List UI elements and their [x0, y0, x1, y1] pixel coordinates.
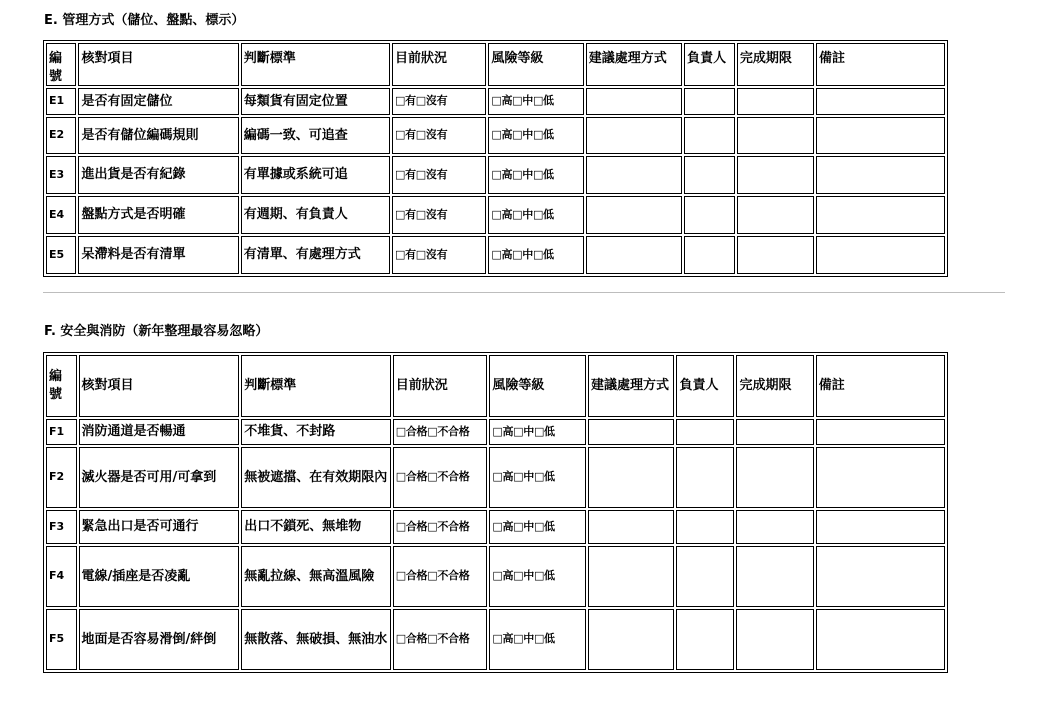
row-criteria: 無散落、無破損、無油水	[241, 609, 391, 670]
row-notes-cell[interactable]	[816, 546, 945, 607]
row-item: 盤點方式是否明確	[78, 196, 238, 234]
header-status: 目前狀況	[392, 43, 486, 86]
table-management	[43, 40, 948, 277]
row-deadline-cell[interactable]	[736, 419, 813, 445]
row-owner-cell[interactable]	[676, 447, 734, 508]
row-item: 緊急出口是否可通行	[79, 510, 240, 544]
row-item: 滅火器是否可用/可拿到	[79, 447, 240, 508]
row-notes-cell[interactable]	[816, 117, 945, 154]
row-deadline-cell[interactable]	[737, 88, 814, 115]
header-id: 編號	[46, 355, 77, 417]
row-action-cell[interactable]	[588, 510, 674, 544]
row-deadline-cell[interactable]	[737, 236, 814, 274]
row-notes-cell[interactable]	[816, 609, 945, 670]
row-status-options[interactable]: □有□沒有	[392, 236, 486, 274]
table-header-row	[46, 355, 945, 417]
row-action-cell[interactable]	[588, 419, 674, 445]
row-owner-cell[interactable]	[684, 156, 735, 194]
table-row	[46, 156, 945, 194]
row-notes-cell[interactable]	[816, 419, 945, 445]
row-risk-options[interactable]: □高□中□低	[489, 510, 586, 544]
header-risk: 風險等級	[488, 43, 583, 86]
row-criteria: 編碼一致、可追查	[241, 117, 390, 154]
row-status-options[interactable]: □有□沒有	[392, 88, 486, 115]
row-deadline-cell[interactable]	[737, 117, 814, 154]
row-criteria: 有單據或系統可追	[241, 156, 390, 194]
row-criteria: 有週期、有負責人	[241, 196, 390, 234]
row-risk-options[interactable]: □高□中□低	[488, 117, 583, 154]
row-criteria: 出口不鎖死、無堆物	[241, 510, 391, 544]
row-risk-options[interactable]: □高□中□低	[489, 447, 586, 508]
row-item: 地面是否容易滑倒/絆倒	[79, 609, 240, 670]
row-status-options[interactable]: □合格□不合格	[393, 510, 488, 544]
row-id: E3	[46, 156, 76, 194]
row-risk-options[interactable]: □高□中□低	[488, 196, 583, 234]
row-action-cell[interactable]	[586, 156, 682, 194]
row-id: F1	[46, 419, 77, 445]
row-notes-cell[interactable]	[816, 156, 945, 194]
row-deadline-cell[interactable]	[736, 510, 813, 544]
row-notes-cell[interactable]	[816, 510, 945, 544]
header-deadline: 完成期限	[737, 43, 814, 86]
row-criteria: 不堆貨、不封路	[241, 419, 391, 445]
row-owner-cell[interactable]	[676, 510, 734, 544]
row-item: 是否有儲位編碼規則	[78, 117, 238, 154]
row-id: E5	[46, 236, 76, 274]
row-status-options[interactable]: □合格□不合格	[393, 447, 488, 508]
row-criteria: 每類貨有固定位置	[241, 88, 390, 115]
row-id: F2	[46, 447, 77, 508]
row-risk-options[interactable]: □高□中□低	[489, 609, 586, 670]
row-action-cell[interactable]	[588, 609, 674, 670]
row-criteria: 無亂拉線、無高溫風險	[241, 546, 391, 607]
row-owner-cell[interactable]	[676, 609, 734, 670]
header-criteria: 判斷標準	[241, 355, 391, 417]
row-item: 消防通道是否暢通	[79, 419, 240, 445]
header-owner: 負責人	[684, 43, 735, 86]
row-action-cell[interactable]	[588, 447, 674, 508]
row-status-options[interactable]: □合格□不合格	[393, 546, 488, 607]
row-id: F4	[46, 546, 77, 607]
table-row	[46, 88, 945, 115]
row-id: E1	[46, 88, 76, 115]
row-action-cell[interactable]	[586, 117, 682, 154]
row-risk-options[interactable]: □高□中□低	[489, 419, 586, 445]
section-title-f: F. 安全與消防（新年整理最容易忽略）	[44, 324, 269, 339]
header-action: 建議處理方式	[586, 43, 682, 86]
row-item: 進出貨是否有紀錄	[78, 156, 238, 194]
row-criteria: 無被遮擋、在有效期限內	[241, 447, 391, 508]
table-row	[46, 609, 945, 670]
header-action: 建議處理方式	[588, 355, 674, 417]
row-deadline-cell[interactable]	[736, 609, 813, 670]
row-action-cell[interactable]	[586, 88, 682, 115]
row-deadline-cell[interactable]	[737, 156, 814, 194]
row-action-cell[interactable]	[586, 196, 682, 234]
table-row	[46, 447, 945, 508]
row-deadline-cell[interactable]	[736, 546, 813, 607]
header-status: 目前狀況	[393, 355, 488, 417]
table-row	[46, 236, 945, 274]
row-risk-options[interactable]: □高□中□低	[489, 546, 586, 607]
row-owner-cell[interactable]	[684, 117, 735, 154]
header-notes: 備註	[816, 43, 945, 86]
row-notes-cell[interactable]	[816, 88, 945, 115]
row-owner-cell[interactable]	[676, 419, 734, 445]
table-header-row	[46, 43, 945, 86]
header-id: 編號	[46, 43, 76, 86]
row-owner-cell[interactable]	[684, 88, 735, 115]
row-item: 是否有固定儲位	[78, 88, 238, 115]
section-title-e: E. 管理方式（儲位、盤點、標示）	[44, 13, 245, 28]
row-owner-cell[interactable]	[676, 546, 734, 607]
row-status-options[interactable]: □有□沒有	[392, 117, 486, 154]
row-status-options[interactable]: □有□沒有	[392, 156, 486, 194]
table-row	[46, 510, 945, 544]
table-row	[46, 419, 945, 445]
header-risk: 風險等級	[489, 355, 586, 417]
header-item: 核對項目	[79, 355, 240, 417]
row-id: F5	[46, 609, 77, 670]
row-status-options[interactable]: □有□沒有	[392, 196, 486, 234]
row-owner-cell[interactable]	[684, 236, 735, 274]
row-owner-cell[interactable]	[684, 196, 735, 234]
row-notes-cell[interactable]	[816, 236, 945, 274]
row-status-options[interactable]: □合格□不合格	[393, 419, 488, 445]
header-criteria: 判斷標準	[241, 43, 390, 86]
row-notes-cell[interactable]	[816, 447, 945, 508]
header-item: 核對項目	[78, 43, 238, 86]
row-id: F3	[46, 510, 77, 544]
row-notes-cell[interactable]	[816, 196, 945, 234]
header-notes: 備註	[816, 355, 945, 417]
table-row	[46, 196, 945, 234]
row-item: 呆滯料是否有清單	[78, 236, 238, 274]
row-id: E2	[46, 117, 76, 154]
table-safety	[43, 352, 948, 673]
row-risk-options[interactable]: □高□中□低	[488, 156, 583, 194]
row-id: E4	[46, 196, 76, 234]
row-action-cell[interactable]	[588, 546, 674, 607]
row-action-cell[interactable]	[586, 236, 682, 274]
header-deadline: 完成期限	[736, 355, 813, 417]
row-criteria: 有清單、有處理方式	[241, 236, 390, 274]
row-status-options[interactable]: □合格□不合格	[393, 609, 488, 670]
row-deadline-cell[interactable]	[737, 196, 814, 234]
section-divider	[43, 292, 1005, 293]
row-risk-options[interactable]: □高□中□低	[488, 236, 583, 274]
table-row	[46, 117, 945, 154]
header-owner: 負責人	[676, 355, 734, 417]
row-item: 電線/插座是否凌亂	[79, 546, 240, 607]
table-row	[46, 546, 945, 607]
row-deadline-cell[interactable]	[736, 447, 813, 508]
row-risk-options[interactable]: □高□中□低	[488, 88, 583, 115]
